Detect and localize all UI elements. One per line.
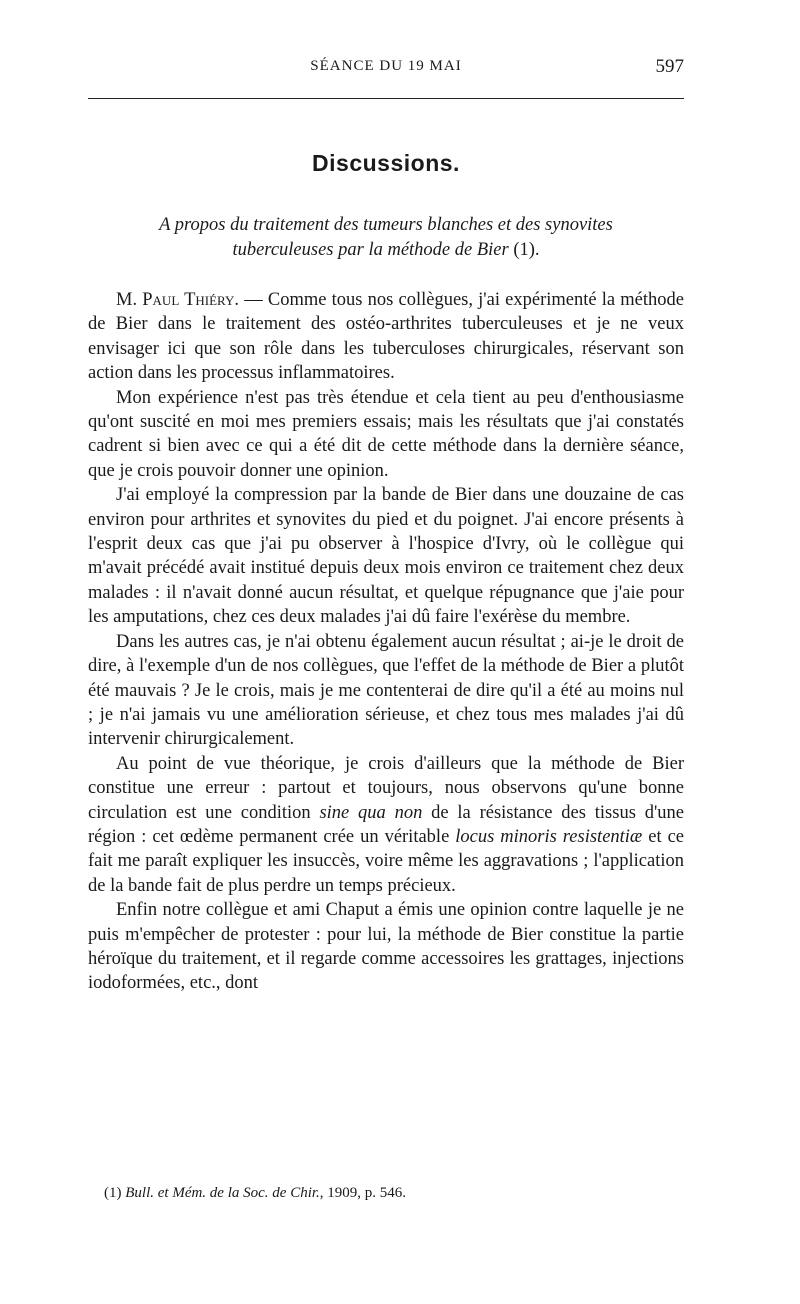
footnote-marker: (1) — [104, 1185, 122, 1201]
footnote-source: Bull. et Mém. de la Soc. de Chir. — [125, 1185, 320, 1201]
latin-phrase-2: locus minoris resistentiæ — [455, 826, 643, 847]
footnote-reference: (1). — [513, 240, 540, 260]
section-subtitle — [88, 213, 684, 263]
running-title: SÉANCE DU 19 MAI — [310, 58, 462, 74]
speaker-prefix: M. — [116, 290, 138, 310]
section-heading: Discussions. — [312, 150, 460, 176]
speaker-name: Paul Thiéry. — [142, 290, 240, 310]
paragraph-1 — [88, 288, 684, 386]
running-head — [88, 58, 684, 86]
subtitle-line-2: tuberculeuses par la méthode de Bier — [232, 240, 509, 260]
subtitle-line-1: A propos du traitement des tumeurs blanches et des synovites — [159, 215, 613, 235]
footnote-details: , 1909, p. 546. — [319, 1185, 407, 1201]
paragraph-5-part-1: Au point de vue théorique, je crois d'ailleurs que la méthode de Bier constitue une erreur : partout et toujours, nous observons qu'une bonne circulation est une condition — [88, 753, 684, 823]
header-rule — [88, 98, 684, 99]
latin-phrase-1: sine qua non — [319, 802, 423, 823]
paragraph-6: Enfin notre collègue et ami Chaput a émis une opinion contre laquelle je ne puis m'empêcher de protester : pour lui, la méthode de Bier constitue la partie héroïque du traitement, et il regarde comme accessoires les grattages, injections iodoformées, etc., dont — [88, 900, 684, 994]
page-number: 597 — [655, 56, 684, 77]
paragraph-2: Mon expérience n'est pas très étendue et cela tient au peu d'enthousiasme qu'ont suscité en moi mes premiers essais; mais les résultats que j'ai constatés cadrent si bien avec ce qui a été dit de cette méthode dans la dernière séance, que je crois pouvoir donner une opinion. — [88, 387, 684, 481]
paragraph-4: Dans les autres cas, je n'ai obtenu également aucun résultat ; ai-je le droit de dire, à l'exemple d'un de nos collègues, que l'effet de la méthode de Bier a plutôt été mauvais ? Je le crois, mais je me contenterai de dire qu'il a été au moins nul ; je n'ai jamais vu une amélioration sérieuse, et chez tous mes malades j'ai dû intervenir chirurgicalement. — [88, 631, 684, 750]
paragraph-5 — [88, 752, 684, 898]
paragraph-1-text: — Comme tous nos collègues, j'ai expérimenté la méthode de Bier dans le traitement des ostéo-arthrites tuberculeuses et je ne veux envisager ici que son rôle dans les tuberculoses chirurgicales, réservant son action dans les processus inflammatoires. — [88, 290, 684, 384]
body-text — [88, 288, 684, 996]
paragraph-3: J'ai employé la compression par la bande de Bier dans une douzaine de cas environ pour arthrites et synovites du pied et du poignet. J'ai encore présents à l'esprit deux cas que j'ai pu observer à l'hospice d'Ivry, où le collègue qui m'avait précédé avait institué depuis deux mois environ ce traitement chez deux malades : il n'avait donné aucun résultat, et quelque répugnance que j'aie pour les amputations, chez ces deux malades j'ai dû faire l'exérèse du membre. — [88, 485, 684, 628]
paragraph-5-part-2: de la résistance des tissus d'une région : cet œdème permanent crée un véritable — [88, 802, 684, 847]
paragraph-5-part-3: et ce fait me paraît expliquer les insuccès, voire même les aggravations ; l'application de la bande fait de plus perdre un temps précieux. — [88, 826, 684, 896]
footnote — [104, 1183, 684, 1203]
